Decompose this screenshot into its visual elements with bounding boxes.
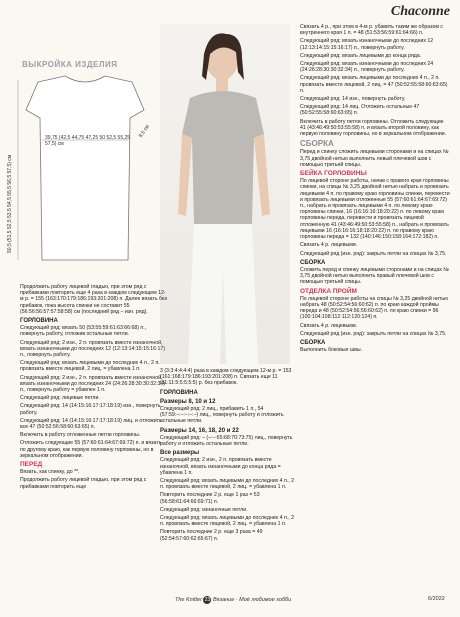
section-heading: БЕЙКА ГОРЛОВИНЫ <box>300 170 367 178</box>
text-paragraph: Следующий ряд: вязать лицевыми до последних 4 п., 2 п. провязать вместе лицевой, 2 лиц. = убавлена 1 п. <box>160 478 294 491</box>
text-paragraph: Следующий ряд: 14 (14:15:16:17:17:18:19) лиц. и отложить все 47 (50:52:56:58:60:63:65) п. <box>20 417 162 431</box>
text-paragraph: Включить в работу петли горловины. Отложить следующие 41 (43:46:49:50:53:55:58) п. и вязать второй половину, как первую половину горловины, но в зеркальном отображении. <box>300 118 447 138</box>
text-paragraph: Вязать, как спинку, до **. <box>20 469 80 476</box>
garment-schema <box>10 70 160 270</box>
sleeve-dimension: 8,5 см <box>137 123 151 139</box>
text-paragraph: Повторить последние 2 р. еще 3 раза = 49 (52:54:57:60:62:65:67) п. <box>160 529 263 542</box>
schema-drawing <box>10 70 160 270</box>
section-heading: ОТДЕЛКА ПРОЙМ <box>300 287 357 295</box>
text-paragraph: Включить в работу отложенные петли горловины. <box>20 432 141 439</box>
page-number: 23 <box>204 597 211 603</box>
model-illustration <box>160 24 290 364</box>
text-paragraph: Следующий ряд: лицевые петли. <box>20 395 100 402</box>
column-3 <box>300 24 450 355</box>
text-paragraph: Следующий ряд: 2 изн., 2 п. провязать вместе изнаночной, вязать изнаночными до последних 12 (12:13:14:15:15:16:17) п., повернуть работу. <box>20 339 166 359</box>
text-paragraph: Отложить следующие 55 (57:60:61:64:67:69:72) п. и вязать по другому краю, как первую половину горловины, но в зеркальном отображении. <box>20 440 162 459</box>
text-paragraph: Связать 4 р. лицевыми. <box>300 322 358 329</box>
text-paragraph: Следующий ряд: 2 лиц., прибавить 1 п., 54 (57:59:–:–:–:–:–) лиц., повернуть работу и отложить остальные петли. <box>160 406 284 425</box>
section-heading: СБОРКА <box>300 259 326 266</box>
column-2 <box>160 368 294 544</box>
text-paragraph: 3 (3:3:4:4:4:4) раза в каждом следующем 12-м р. = 153 (161:168:179:186:193:201:208) п. Связать еще 11 (11:11:5:5:5:5:5) р. без прибавок. <box>160 368 292 387</box>
section-heading: ГОРЛОВИНА <box>20 318 58 325</box>
text-paragraph: Следующий ряд: вязать лицевыми до последних 4 п., 2 п. провязать вместе лицевой, 2 лиц. = убавлена 1 п. <box>160 515 294 528</box>
magazine-tagline: Вязание · Моё любимое хобби <box>212 597 292 603</box>
text-paragraph: Повторить последние 2 р. еще 1 раз = 53 (56:58:61:64:66:69:71) п. <box>160 492 260 505</box>
text-paragraph: Продолжить работу лицевой гладью, при этом ряд с прибавками повторить еще 4 раза в каждом следующем 12-м р. = 155 (163:170:179:186:193:201:208) п. Далее вязать без прибавок, пока высота спинки не составит 55 (56:56:56:57:57:58:58) см (последний ряд – изн. ряд). <box>20 284 168 315</box>
text-paragraph: Следующий ряд: 2 изн., 2 п. провязать вместе изнаночной, вязать изнаночными до последних 24 (24:26:28:30:30:32:34) п., повернуть работу = убавлен 1 п. <box>20 374 166 394</box>
height-dimension: 50,5 (51,5 52,5 53,5 54,5 55,5 56,5 57,5) см <box>7 154 13 253</box>
model-photo <box>160 24 290 364</box>
brand-title: Chaconne <box>390 4 450 19</box>
text-paragraph: По лицевой стороне работы на спицы № 3,25 двойной нитью набрать 48 (50:52:54:56:60:62) п. по краю каждой проймы переда и 48 (50:52:54:56:56:60:62) п. по краю спинки = 96 (100:104:108:112:112:120:124) п. <box>300 295 449 321</box>
subsection-heading: Все размеры <box>160 450 200 457</box>
text-paragraph: Следующий ряд: вязать изнаночными до последних 12 (12:13:14:15:15:16:17) п., повернуть работу. <box>300 38 434 51</box>
text-paragraph: Следующий ряд: 14 (14:15:16:17:17:18:19) изн., повернуть работу. <box>20 403 161 416</box>
width-dimension: 39,75 (42,5 44,75 47,25 50 52,5 55,25 57,5) см <box>45 135 131 147</box>
text-paragraph: Связать 4 р., при этом в 4-м р. убавить таким же образом с внутреннего края 1 п. = 48 (51:53:56:59:61:64:66) п. <box>300 24 443 37</box>
page-footer <box>175 596 291 604</box>
text-paragraph: Следующий ряд: вязать изнаночными до последних 24 (24:26:28:30:30:32:34) п., повернуть работу. <box>300 61 434 74</box>
section-heading: ГОРЛОВИНА <box>160 389 198 396</box>
text-paragraph: Следующий ряд: – (–:–:65:68:70:73:75) лиц., повернуть работу и отложить остальные петли. <box>160 434 293 448</box>
text-paragraph: Сложить перед и спинку лицевыми сторонами и на спицах № 3,75 двойной нитью выполнить правый плечевой шов с помощью третьей спицы. <box>300 266 449 286</box>
section-heading: ПЕРЕД <box>20 461 43 469</box>
text-paragraph: Следующий ряд: вязать лицевыми до последних 4 п., 2 п. провязать вместе лицевой, 2 лиц. = 47 (50:52:55:58:60:63:65) п. <box>300 75 448 94</box>
section-heading: СБОРКА <box>300 139 334 149</box>
magazine-name: The Knitter <box>175 597 202 603</box>
section-heading: СБОРКА <box>300 339 326 346</box>
text-paragraph: Следующий ряд: вязать лицевыми до последних 4 п., 2 п. провязать вместе лицевой, 2 лиц. = убавлена 1 п. <box>20 360 160 373</box>
text-paragraph: Следующий ряд: вязать лицевыми до конца ряда. <box>300 52 422 59</box>
text-paragraph: Следующий ряд: 14 лиц. Отложить остальные 47 (50:52:55:58:60:63:65) п. <box>300 104 420 117</box>
text-paragraph: Следующий ряд: изнаночные петли. <box>160 506 248 513</box>
text-paragraph: Выполнить боковые швы. <box>300 347 363 354</box>
text-paragraph: Продолжить работу лицевой гладью, при этом ряд с прибавками повторить еще <box>20 477 147 490</box>
text-paragraph: По лицевой стороне работы, начав с правого края горловины спинки, на спицы № 3,25 двойной нитью набрать и провязать лицевыми 4 п. по правому краю горловины спинки, перевести и провязать лицевыми отложенные 55 (57:60:61:64:67:69:72) п., набрать и провязать лицевыми 4 п. по левому краю горловины спинки, 16 (16:16:16:18:20:22) п. по левому краю горловины переда, перевести и провязать лицевой отложенную 41 (43:46:49:50:53:55:58) п., набрать и провязать лицевыми 16 (16:16:16:18:18:20:22) п. по правому краю горловины переда = 132 (140:146:150:158:164:172:182) п. <box>300 178 450 241</box>
text-paragraph: Связать 4 р. лицевыми. <box>300 242 358 249</box>
text-paragraph: Следующий ряд (изн. ряд): закрыть петли на спицах № 3,75. <box>300 330 447 337</box>
subsection-heading: Размеры 8, 10 и 12 <box>160 398 216 405</box>
text-paragraph: Следующий ряд: 14 изн., повернуть работу. <box>300 96 406 103</box>
issue-date: 6/2022 <box>428 596 445 602</box>
subsection-heading: Размеры 14, 16, 18, 20 и 22 <box>160 427 239 434</box>
column-1 <box>20 284 168 492</box>
text-paragraph: Следующий ряд: вязать 50 (53:55:59:61:63:66:68) п., повернуть работу, отложив остальные петли. <box>20 325 147 338</box>
text-paragraph: Перед и спинку сложить лицевыми сторонами и на спицах № 3,75 двойной нитью выполнить левый плечевой шов с помощью третьей спицы. <box>300 149 449 168</box>
text-paragraph: Следующий ряд: 2 изн., 2 п. провязать вместе изнаночной, вязать изнаночными до конца ряда = убавлена 1 п. <box>160 457 281 476</box>
text-paragraph: Следующий ряд (изн. ряд): закрыть петли на спицах № 3,75. <box>300 250 447 257</box>
schema-title: ВЫКРОЙКА ИЗДЕЛИЯ <box>22 60 118 69</box>
